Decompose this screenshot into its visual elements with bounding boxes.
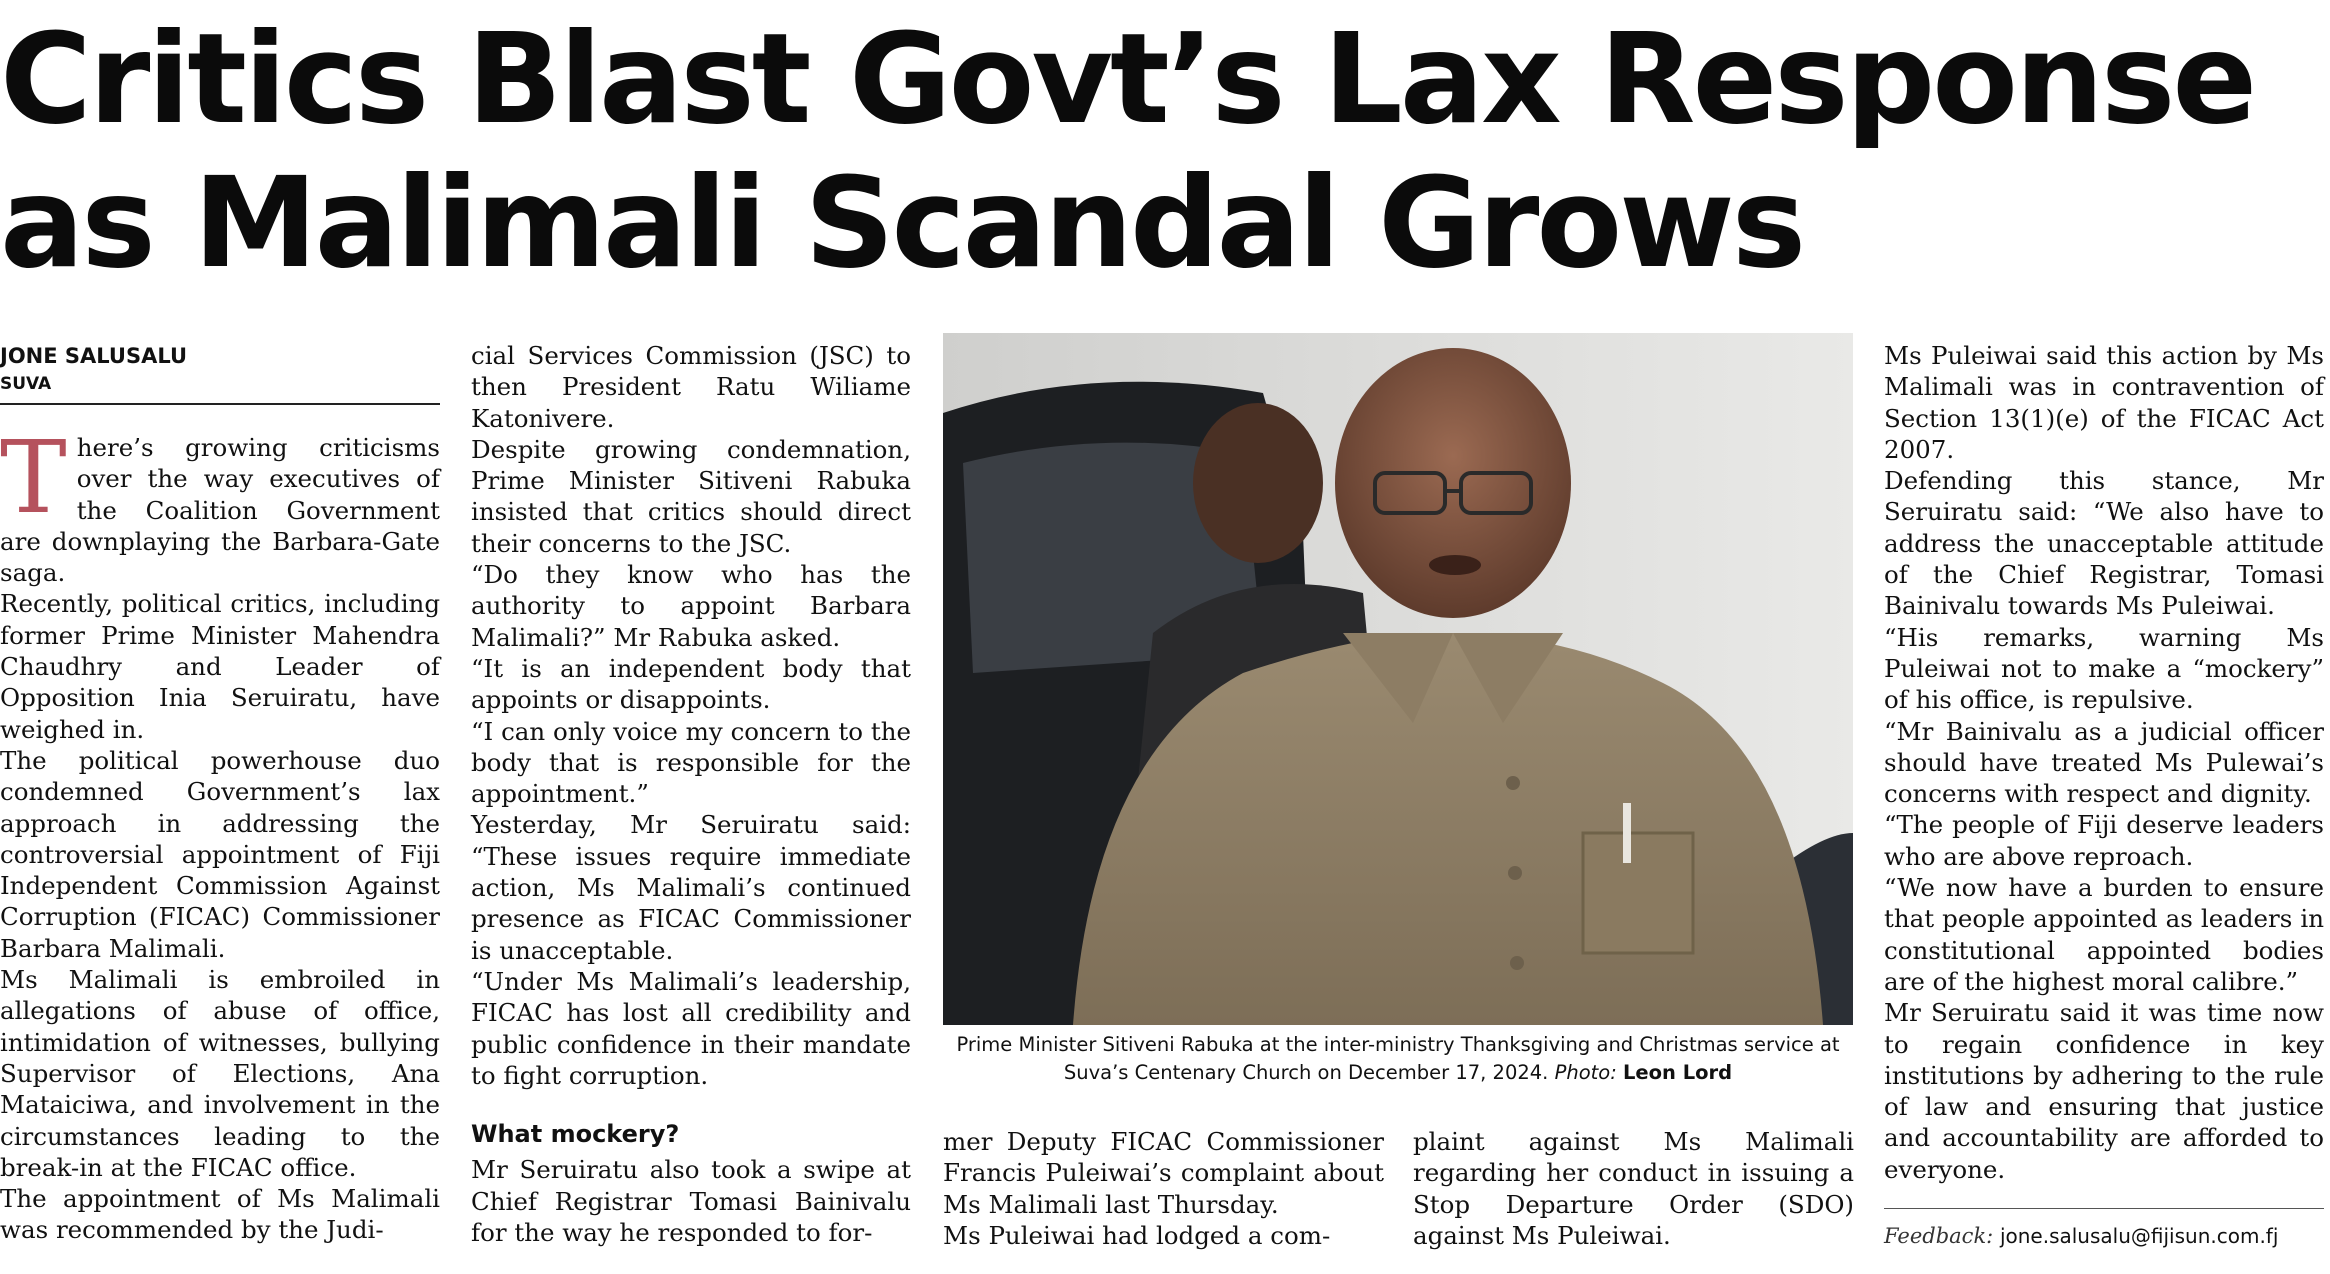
article-column-5 [1884, 340, 2324, 1185]
paragraph: “Under Ms Malimali’s leadership, FICAC has lost all credibility and public confidence in their mandate to fight corruption. [471, 966, 911, 1090]
paragraph: Recently, political critics, including former Prime Minister Mahendra Chaudhry and Leader of Opposition Inia Seruiratu, have weighed in. [0, 589, 440, 744]
paragraph: Mr Seruiratu also took a swipe at Chief Registrar Tomasi Bainivalu for the way he responded to for- [471, 1155, 911, 1248]
article-column-4 [1413, 1126, 1854, 1251]
paragraph: “His remarks, warning Ms Puleiwai not to make a “mockery” of his office, is repulsive. [1884, 622, 2324, 715]
paragraph: Ms Puleiwai said this action by Ms Malimali was in contravention of Section 13(1)(e) of the FICAC Act 2007. [1884, 341, 2324, 464]
byline-divider [0, 403, 440, 405]
feedback-email-link[interactable]: jone.salusalu@fijisun.com.fj [1999, 1224, 2279, 1248]
paragraph: mer Deputy FICAC Commissioner Francis Puleiwai’s complaint about Ms Malimali last Thursday. [943, 1127, 1384, 1219]
paragraph: “It is an independent body that appoints or disappoints. [471, 653, 911, 715]
paragraph: There’s growing criticisms over the way executives of the Coalition Government are downplaying the Barbara-Gate saga. [0, 419, 440, 588]
article-column-3 [943, 1126, 1384, 1251]
feedback-label: Feedback: [1884, 1224, 1994, 1248]
paragraph: Yesterday, Mr Seruiratu said: “These issues require immediate action, Ms Malimali’s continued presence as FICAC Commissioner is unacceptable. [471, 810, 911, 965]
byline-author: JONE SALUSALU [0, 344, 188, 368]
paragraph: The political powerhouse duo condemned Government’s lax approach in addressing the controversial appointment of Fiji Independent Commission Against Corruption (FICAC) Commissioner Barbara Malimali. [0, 745, 440, 963]
paragraph: Ms Malimali is embroiled in allegations of abuse of office, intimidation of witnesses, bullying Supervisor of Elections, Ana Mataiciwa, and involvement in the circumstances leading to the break-in at the FICAC office. [0, 965, 440, 1182]
paragraph: cial Services Commission (JSC) to then President Ratu Wiliame Katonivere. [471, 341, 911, 433]
paragraph: “The people of Fiji deserve leaders who are above reproach. [1884, 810, 2324, 871]
dateline: SUVA [0, 374, 52, 394]
photo-illustration [943, 333, 1853, 1025]
article-column-1 [0, 419, 440, 1246]
photo-credit: Leon Lord [1623, 1061, 1733, 1084]
subhead: What mockery? [471, 1120, 680, 1149]
feedback-line [1884, 1222, 2330, 1250]
headline-line-2: as Malimali Scandal Grows [0, 151, 1804, 296]
paragraph: “I can only voice my concern to the body that is responsible for the appointment.” [471, 716, 911, 809]
paragraph: Despite growing condemnation, Prime Minister Sitiveni Rabuka insisted that critics should direct their concerns to the JSC. [471, 434, 911, 558]
paragraph: Mr Seruiratu said it was time now to regain confidence in key institutions by adhering to the rule of law and ensuring that justice and accountability are afforded to everyone. [1884, 998, 2324, 1184]
headline [0, 8, 2330, 296]
article-column-2 [471, 340, 911, 1248]
paragraph: “Do they know who has the authority to appoint Barbara Malimali?” Mr Rabuka asked. [471, 560, 911, 652]
paragraph: plaint against Ms Malimali regarding her conduct in issuing a Stop Departure Order (SDO) against Ms Puleiwai. [1413, 1127, 1854, 1250]
paragraph: “We now have a burden to ensure that people appointed as leaders in constitutional appointed bodies are of the highest moral calibre.” [1884, 873, 2324, 996]
headline-line-1: Critics Blast Govt’s Lax Response [0, 7, 2255, 152]
caption-text: Prime Minister Sitiveni Rabuka at the inter-ministry Thanksgiving and Christmas service at Suva’s Centenary Church on December 17, 2024. [956, 1033, 1840, 1084]
paragraph: Defending this stance, Mr Seruiratu said: “We also have to address the unacceptable attitude of the Chief Registrar, Tomasi Bainivalu towards Ms Puleiwai. [1884, 466, 2324, 621]
paragraph: Ms Puleiwai had lodged a com- [943, 1220, 1331, 1250]
article-photo [943, 333, 1853, 1025]
photo-caption [943, 1031, 1853, 1087]
paragraph: The appointment of Ms Malimali was recommended by the Judi- [0, 1184, 440, 1245]
paragraph: “Mr Bainivalu as a judicial officer should have treated Ms Pulewai’s concerns with respect and dignity. [1884, 716, 2324, 809]
feedback-divider [1884, 1208, 2324, 1209]
drop-cap: T [0, 419, 67, 536]
caption-photo-label: Photo: [1554, 1061, 1617, 1084]
